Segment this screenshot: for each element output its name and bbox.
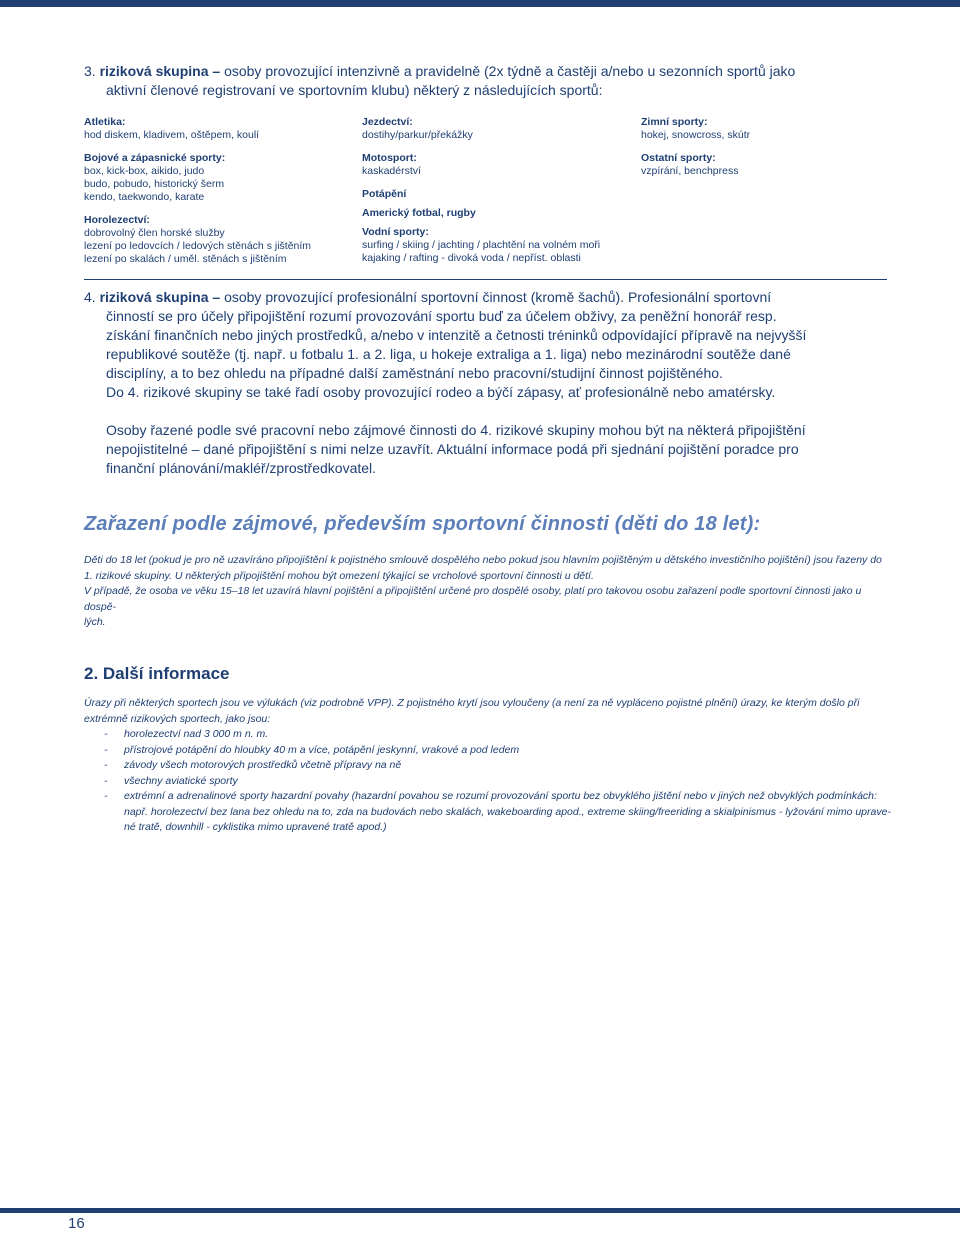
more-info-paragraph (84, 696, 894, 836)
sport-group-title: Ostatní sporty: (641, 152, 716, 164)
sport-group-title: Potápění (362, 188, 407, 200)
group4-heading: riziková skupina – (99, 289, 221, 305)
sport-item: dostihy/parkur/překážky (362, 129, 473, 141)
sport-item: hokej, snowcross, skútr (641, 129, 751, 141)
sport-group-horolezectvi (84, 214, 324, 266)
bottom-border-bar (0, 1208, 960, 1213)
group4-first-line (84, 288, 884, 307)
sport-group-title: Bojové a zápasnické sporty: (84, 152, 226, 164)
section-title-children: Zařazení podle zájmové, především sportovní činnosti (děti do 18 let): (84, 513, 761, 535)
extreme-sports-list (84, 727, 894, 836)
sport-group-title: Horolezectví: (84, 214, 150, 226)
sport-item: dobrovolný člen horské služby (84, 227, 225, 239)
sports-column-1 (84, 116, 324, 276)
sport-group-potapeni (362, 188, 627, 201)
sport-item: vzpírání, benchpress (641, 165, 739, 177)
children-line: 1. rizikové skupiny. U některých připojištění mohou být omezení týkající se vrcholové sportovní činnosti u dětí. (84, 569, 594, 582)
page-number: 16 (68, 1215, 85, 1232)
sports-column-3 (641, 116, 871, 188)
sport-item: lezení po skalách / uměl. stěnách s jištěním (84, 253, 287, 265)
sport-item: box, kick-box, aikido, judo (84, 165, 205, 177)
group4-line: činností se pro účely připojištění rozumí provozování sportu buď za účelem obživy, za peněžní honorář resp. (106, 308, 777, 324)
group4-number: 4. (84, 289, 96, 305)
sport-group-ostatni-sporty (641, 152, 871, 178)
group3-line1: osoby provozující intenzivně a pravidelně (2x týdně a častěji a/nebo u sezonních sportů jako (220, 63, 796, 79)
group4-line: získání finančních nebo jiných prostředků, a/nebo v intenzitě a četnosti tréninků odpovídající přípravě na nejvyšší (106, 327, 807, 343)
children-line: V případě, že osoba ve věku 15–18 let uzavírá hlavní pojištění a připojištění určené pro dospělé osoby, platí pro takovou osobu zařazení podle sportovní činnosti jako u dospě- (84, 585, 862, 613)
top-border-bar (0, 0, 960, 7)
sports-column-2 (362, 116, 627, 275)
group4-line: republikové soutěže (tj. např. u fotbalu 1. a 2. liga, u hokeje extraliga a 1. liga) nebo mezinárodní soutěže dané (106, 346, 791, 362)
list-dash: - (104, 790, 108, 802)
sport-group-title: Zimní sporty: (641, 116, 708, 128)
extreme-sport-text: extrémní a adrenalinové sporty hazardní povahy (hazardní povahou se rozumí provozování sportu bez obvyklého jištění nebo v jiných než obvyklých podmínkách: (124, 790, 877, 802)
group4-line: Do 4. rizikové skupiny se také řadí osoby provozující rodeo a býčí zápasy, ať profesionálně nebo amatérsky. (106, 384, 776, 400)
sport-group-title: Motosport: (362, 152, 417, 164)
risk-group-3-intro (84, 62, 884, 100)
sport-group-title: Vodní sporty: (362, 226, 429, 238)
sport-group-motosport (362, 152, 627, 178)
children-line: Děti do 18 let (pokud je pro ně uzavíráno připojištění k pojistného smlouvě dospělého nebo pokud jsou hlavním pojištěným u dětského investičního pojištění) jsou řazeny do (84, 554, 882, 566)
group3-line2: aktivní členové registrovaní ve sportovním klubu) některý z následujících sportů: (106, 82, 603, 98)
sport-item: kendo, taekwondo, karate (84, 191, 205, 203)
list-dash: - (104, 759, 108, 771)
sport-group-title: Jezdectví: (362, 116, 413, 128)
sport-item: lezení po ledovcích / ledových stěnách s jištěním (84, 240, 312, 252)
info-line: Úrazy při některých sportech jsou ve výlukách (viz podrobně VPP). Z pojistného krytí jsou vyloučeny (a není za ně vypláceno pojistné plnění) úrazy, ke kterým došlo při (84, 697, 860, 709)
extreme-sport-item (84, 789, 894, 836)
section-title-more-info: 2. Další informace (84, 664, 230, 683)
extreme-sport-item (84, 774, 894, 790)
sport-group-jezdectvi (362, 116, 627, 142)
extreme-sport-text: né tratě, downhill - cyklistika mimo upravené tratě apod.) (124, 821, 387, 833)
extreme-sport-item (84, 727, 894, 743)
sport-group-bojove-a-zapasnicke-sporty (84, 152, 324, 204)
list-dash: - (104, 774, 108, 787)
section-divider (84, 279, 887, 280)
sport-group-title: Americký fotbal, rugby (362, 207, 476, 219)
sport-item: kaskadérství (362, 165, 421, 177)
list-dash: - (104, 728, 108, 740)
sport-item: hod diskem, kladivem, oštěpem, koulí (84, 129, 260, 141)
extreme-sport-text: např. horolezectví bez lana bez ohledu na to, zda na budovách nebo skalách, wakeboarding apod., extreme skiing/freeriding a skialpinismus - lyžování mimo uprave- (124, 805, 891, 818)
risk-group-4-text (84, 288, 884, 478)
extreme-sport-item (84, 743, 894, 759)
children-line: lých. (84, 616, 106, 628)
extreme-sport-text: horolezectví nad 3 000 m n. m. (124, 728, 269, 740)
extreme-sport-text: závody všech motorových prostředků včetně přípravy na ně (124, 759, 402, 771)
sport-group-americky-fotbal-rugby (362, 207, 627, 220)
extreme-sport-item (84, 758, 894, 774)
list-dash: - (104, 743, 108, 756)
sport-group-title: Atletika: (84, 116, 126, 128)
group4-note-line: finanční plánování/makléř/zprostředkovatel. (106, 460, 377, 476)
sport-group-atletika (84, 116, 324, 142)
children-paragraph (84, 553, 894, 631)
info-line: extrémně rizikových sportech, jako jsou: (84, 712, 271, 725)
group3-number: 3. (84, 63, 96, 79)
extreme-sport-text: všechny aviatické sporty (124, 774, 238, 787)
group3-heading: riziková skupina – (99, 63, 221, 79)
group4-line: disciplíny, a to bez ohledu na případné další zaměstnání nebo pracovní/studijní činnost pojištěného. (106, 365, 723, 381)
group4-line1: osoby provozující profesionální sportovní činnost (kromě šachů). Profesionální sportovní (220, 289, 772, 305)
sport-group-zimni-sporty (641, 116, 871, 142)
sport-item: budo, pobudo, historický šerm (84, 178, 225, 190)
extreme-sport-text: přístrojové potápění do hloubky 40 m a více, potápění jeskynní, vrakové a pod ledem (124, 743, 520, 756)
sport-group-vodni-sporty (362, 226, 627, 265)
group4-note-line: Osoby řazené podle své pracovní nebo zájmové činnosti do 4. rizikové skupiny mohou být na některá připojištění (106, 422, 806, 438)
group4-note-line: nepojistitelné – dané připojištění s nimi nelze uzavřít. Aktuální informace podá při sjednání pojištění poradce pro (106, 441, 799, 457)
sport-item: kajaking / rafting - divoká voda / nepříst. oblasti (362, 252, 581, 264)
sport-item: surfing / skiing / jachting / plachtění na volném moři (362, 239, 601, 251)
